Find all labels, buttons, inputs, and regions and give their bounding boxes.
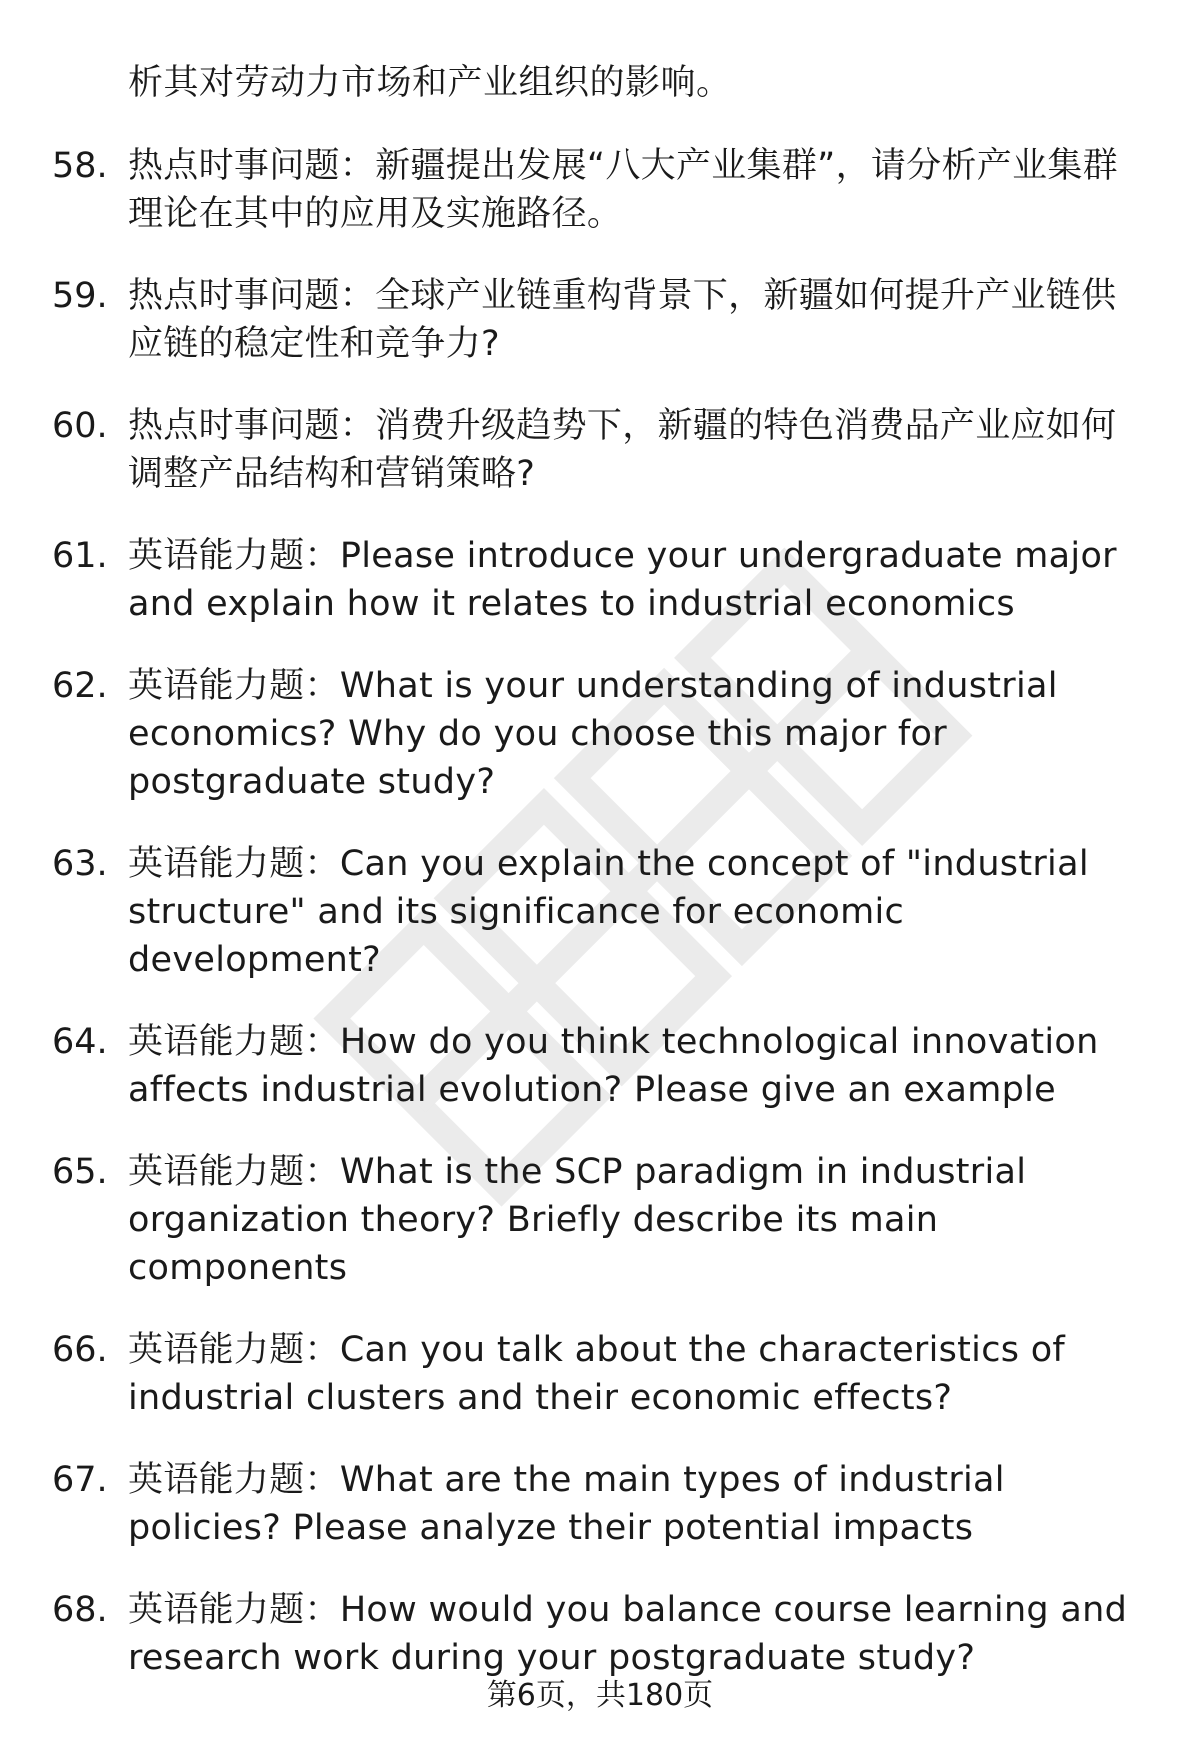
question-text: 消费升级趋势下，新疆的特色消费品产业应如何调整产品结构和营销策略?: [128, 406, 1117, 494]
question-body: [128, 1326, 1138, 1422]
question-number: 61.: [52, 536, 108, 576]
question-category: 英语能力题：: [128, 1330, 340, 1370]
question-text: 全球产业链重构背景下，新疆如何提升产业链供应链的稳定性和竞争力?: [128, 276, 1117, 364]
question-category: 英语能力题：: [128, 1460, 340, 1500]
question-text: What is the SCP paradigm in industrial organization theory? Briefly describe its main components: [128, 1152, 1027, 1288]
question-text: Please introduce your undergraduate major and explain how it relates to industrial economics: [128, 536, 1117, 624]
question-number: 62.: [52, 666, 108, 706]
question-body: [128, 1018, 1138, 1114]
question-item: [52, 1326, 1152, 1422]
question-body: [128, 662, 1138, 806]
question-text: Can you explain the concept of "industrial structure" and its significance for economic development?: [128, 844, 1089, 980]
question-category: 英语能力题：: [128, 1022, 340, 1062]
question-item: [52, 1456, 1152, 1552]
question-list: [52, 142, 1152, 1716]
question-body: [128, 272, 1138, 368]
question-text: How would you balance course learning and research work during your postgraduate study?: [128, 1590, 1128, 1678]
question-item: [52, 1148, 1152, 1292]
question-body: [128, 532, 1138, 628]
question-number: 68.: [52, 1590, 108, 1630]
question-body: [128, 1456, 1138, 1552]
question-number: 63.: [52, 844, 108, 884]
question-text: 新疆提出发展“八大产业集群”，请分析产业集群理论在其中的应用及实施路径。: [128, 146, 1118, 234]
page-footer: 第6页，共180页: [486, 1678, 714, 1713]
question-body: [128, 1586, 1138, 1682]
question-item: [52, 532, 1152, 628]
question-number: 59.: [52, 276, 108, 316]
question-category: 英语能力题：: [128, 1590, 340, 1630]
question-text: How do you think technological innovation affects industrial evolution? Please give an example: [128, 1022, 1099, 1110]
question-category: 英语能力题：: [128, 844, 340, 884]
question-category: 热点时事问题：: [128, 276, 376, 316]
question-category: 英语能力题：: [128, 1152, 340, 1192]
question-text: What are the main types of industrial policies? Please analyze their potential impacts: [128, 1460, 1005, 1548]
question-text: Can you talk about the characteristics of industrial clusters and their economic effects?: [128, 1330, 1066, 1418]
question-item: [52, 840, 1152, 984]
question-item: [52, 1586, 1152, 1682]
question-text: What is your understanding of industrial economics? Why do you choose this major for postgraduate study?: [128, 666, 1058, 802]
question-category: 热点时事问题：: [128, 146, 376, 186]
question-number: 65.: [52, 1152, 108, 1192]
question-category: 英语能力题：: [128, 536, 340, 576]
question-item: [52, 1018, 1152, 1114]
question-category: 热点时事问题：: [128, 406, 376, 446]
question-body: [128, 402, 1138, 498]
question-item: [52, 662, 1152, 806]
question-item: [52, 272, 1152, 368]
question-number: 66.: [52, 1330, 108, 1370]
question-number: 58.: [52, 146, 108, 186]
question-number: 60.: [52, 406, 108, 446]
question-number: 67.: [52, 1460, 108, 1500]
continued-question-text: 析其对劳动力市场和产业组织的影响。: [128, 63, 732, 103]
question-category: 英语能力题：: [128, 666, 340, 706]
question-number: 64.: [52, 1022, 108, 1062]
question-body: [128, 1148, 1138, 1292]
question-body: [128, 142, 1138, 238]
question-item: [52, 402, 1152, 498]
question-item: [52, 142, 1152, 238]
question-body: [128, 840, 1138, 984]
